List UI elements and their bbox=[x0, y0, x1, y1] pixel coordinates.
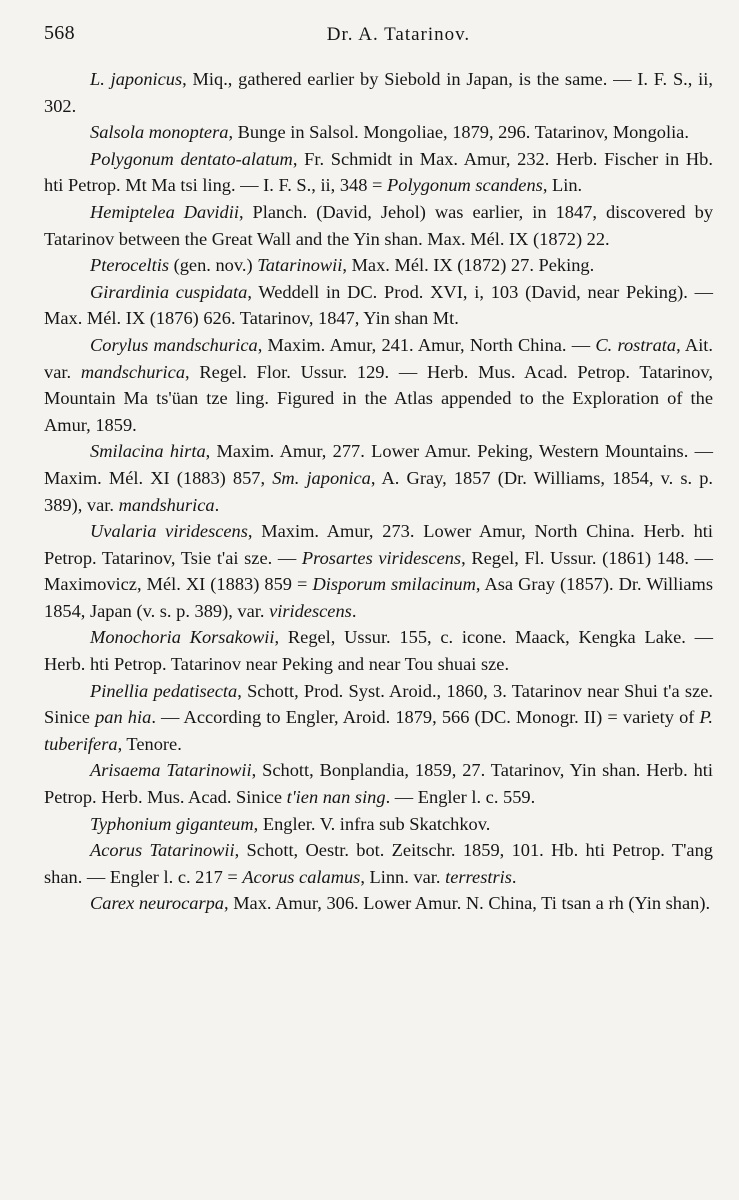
species-name: viridescens bbox=[269, 600, 352, 621]
entry-typhonium-giganteum bbox=[44, 811, 713, 838]
species-name: L. japonicus bbox=[90, 69, 183, 89]
species-name: Hemiptelea Davidii bbox=[90, 201, 239, 222]
entry-text: , Engler. V. infra sub Skatchkov. bbox=[253, 813, 491, 834]
entry-pteroceltis bbox=[44, 252, 713, 279]
entry-text: , Miq., gathered earlier by Siebold in Japan, is the same. — I. F. S., ii, 302. bbox=[44, 69, 713, 116]
species-name: Polygonum dentato-alatum bbox=[90, 148, 293, 169]
entry-text: (gen. nov.) bbox=[169, 255, 258, 276]
species-name: Polygonum scandens bbox=[387, 175, 543, 196]
species-name: P. tuberifera bbox=[44, 707, 713, 754]
entry-text: , Maxim. Amur, 273. Lower Amur, North China. Herb. hti Petrop. Tatarinov, Tsie t'ai sze. — bbox=[44, 521, 714, 568]
entry-text: , Regel, Fl. Ussur. (1861) 148. — Maximovicz, Mél. XI (1883) 859 = bbox=[44, 547, 714, 595]
entry-text: . bbox=[214, 494, 220, 515]
entry-text: , Lin. bbox=[542, 175, 583, 196]
entry-hemiptelea-davidii bbox=[44, 199, 713, 252]
entry-text: , Bunge in Salsol. Mongoliae, 1879, 296. Tatarinov, Mongolia. bbox=[228, 122, 689, 143]
entry-text: , Asa Gray (1857). Dr. Williams 1854, Japan (v. s. p. 389), var. bbox=[44, 574, 714, 621]
entry-lonicera-japonicus bbox=[44, 66, 713, 119]
entry-uvalaria-viridescens bbox=[44, 518, 713, 624]
entry-monochoria-korsakowii bbox=[44, 624, 713, 677]
species-name: Arisaema Tatarinowii bbox=[90, 760, 252, 781]
species-name: t'ien nan sing bbox=[286, 787, 386, 808]
species-name: Acorus calamus bbox=[242, 866, 361, 887]
entry-text: . — Engler l. c. 559. bbox=[385, 787, 536, 808]
species-name: mandschurica bbox=[80, 361, 186, 382]
species-name: C. rostrata bbox=[595, 334, 677, 355]
species-name: Girardinia cuspidata bbox=[90, 281, 248, 302]
species-name: Acorus Tatarinowii bbox=[90, 840, 235, 861]
species-name: Tatarinowii bbox=[257, 255, 343, 276]
entry-carex-neurocarpa bbox=[44, 890, 713, 917]
entry-salsola-monoptera bbox=[44, 119, 713, 146]
page-body bbox=[44, 66, 713, 917]
species-name: pan hia bbox=[95, 707, 152, 728]
species-name: Uvalaria viridescens bbox=[90, 521, 248, 542]
entry-acorus-tatarinowii bbox=[44, 837, 713, 890]
entry-text: , Fr. Schmidt in Max. Amur, 232. Herb. Fischer in Hb. hti Petrop. Mt Ma tsi ling. — I. F. S., ii, 348 = bbox=[44, 148, 713, 196]
entry-text: . — According to Engler, Aroid. 1879, 566 (DC. Monogr. II) = variety of bbox=[151, 707, 700, 728]
entry-text: , Maxim. Amur, 241. Amur, North China. — bbox=[257, 334, 596, 355]
entry-text: , Linn. var. bbox=[360, 866, 446, 887]
species-name: Pinellia pedatisecta bbox=[90, 680, 238, 701]
running-head: Dr. A. Tatarinov. bbox=[326, 24, 471, 45]
species-name: Disporum smilacinum bbox=[312, 574, 476, 595]
species-name: Pteroceltis bbox=[90, 255, 169, 276]
entry-text: , Maxim. Amur, 277. Lower Amur. Peking, Western Mountains. — Maxim. Mél. XI (1883) 857, bbox=[44, 441, 713, 488]
entry-text: , Schott, Prod. Syst. Aroid., 1860, 3. Tatarinov near Shui t'a sze. Sinice bbox=[44, 680, 713, 728]
species-name: mandshurica bbox=[118, 494, 215, 515]
entry-text: , Tenore. bbox=[117, 733, 182, 754]
species-name: Corylus mandschurica bbox=[90, 334, 258, 355]
entry-text: , Weddell in DC. Prod. XVI, i, 103 (David, near Peking). — Max. Mél. IX (1876) 626. Tatarinov, 1847, Yin shan Mt. bbox=[44, 281, 713, 329]
page-header bbox=[44, 18, 713, 52]
species-name: Prosartes viridescens bbox=[301, 547, 462, 568]
entry-polygonum-dentato-alatum bbox=[44, 146, 713, 199]
entry-girardinia-cuspidata bbox=[44, 279, 713, 332]
species-name: Typhonium giganteum bbox=[90, 813, 254, 834]
entry-text: , Schott, Oestr. bot. Zeitschr. 1859, 101. Hb. hti Petrop. T'ang shan. — Engler l. c. 217 = bbox=[44, 840, 713, 887]
entry-arisaema-tatarinowii bbox=[44, 757, 713, 810]
entry-corylus-mandschurica bbox=[44, 332, 713, 438]
species-name: Monochoria Korsakowii bbox=[90, 627, 275, 648]
entry-text: , A. Gray, 1857 (Dr. Williams, 1854, v. s. p. 389), var. bbox=[44, 467, 714, 515]
species-name: Salsola monoptera bbox=[90, 122, 229, 143]
entry-text: , Planch. (David, Jehol) was earlier, in 1847, discovered by Tatarinov between the Great Wall and the Yin shan. Max. Mél. IX (1872) 22. bbox=[44, 201, 714, 249]
page-number: 568 bbox=[44, 22, 75, 44]
entry-text: . bbox=[511, 866, 517, 887]
species-name: Carex neurocarpa bbox=[90, 893, 224, 914]
entry-smilacina-hirta bbox=[44, 438, 713, 518]
entry-text: , Schott, Bonplandia, 1859, 27. Tatarinov, Yin shan. Herb. hti Petrop. Herb. Mus. Acad. Sinice bbox=[44, 760, 713, 808]
species-name: Smilacina hirta bbox=[90, 441, 206, 462]
species-name: Sm. japonica bbox=[272, 467, 371, 488]
entry-text: , Ait. var. bbox=[44, 334, 714, 382]
entry-text: , Regel. Flor. Ussur. 129. — Herb. Mus. Acad. Petrop. Tatarinov, Mountain Ma ts'üan tze ling. Figured in the Atlas appended to the Exploration of the Amur, 1859. bbox=[44, 361, 713, 435]
entry-text: , Max. Mél. IX (1872) 27. Peking. bbox=[342, 255, 595, 276]
species-name: terrestris bbox=[445, 866, 512, 887]
entry-pinellia-pedatisecta bbox=[44, 678, 713, 758]
entry-text: . bbox=[351, 600, 357, 621]
entry-text: , Regel, Ussur. 155, c. icone. Maack, Kengka Lake. — Herb. hti Petrop. Tatarinov near Peking and near Tou shuai sze. bbox=[44, 627, 713, 675]
entry-text: , Max. Amur, 306. Lower Amur. N. China, Ti tsan a rh (Yin shan). bbox=[224, 893, 711, 914]
